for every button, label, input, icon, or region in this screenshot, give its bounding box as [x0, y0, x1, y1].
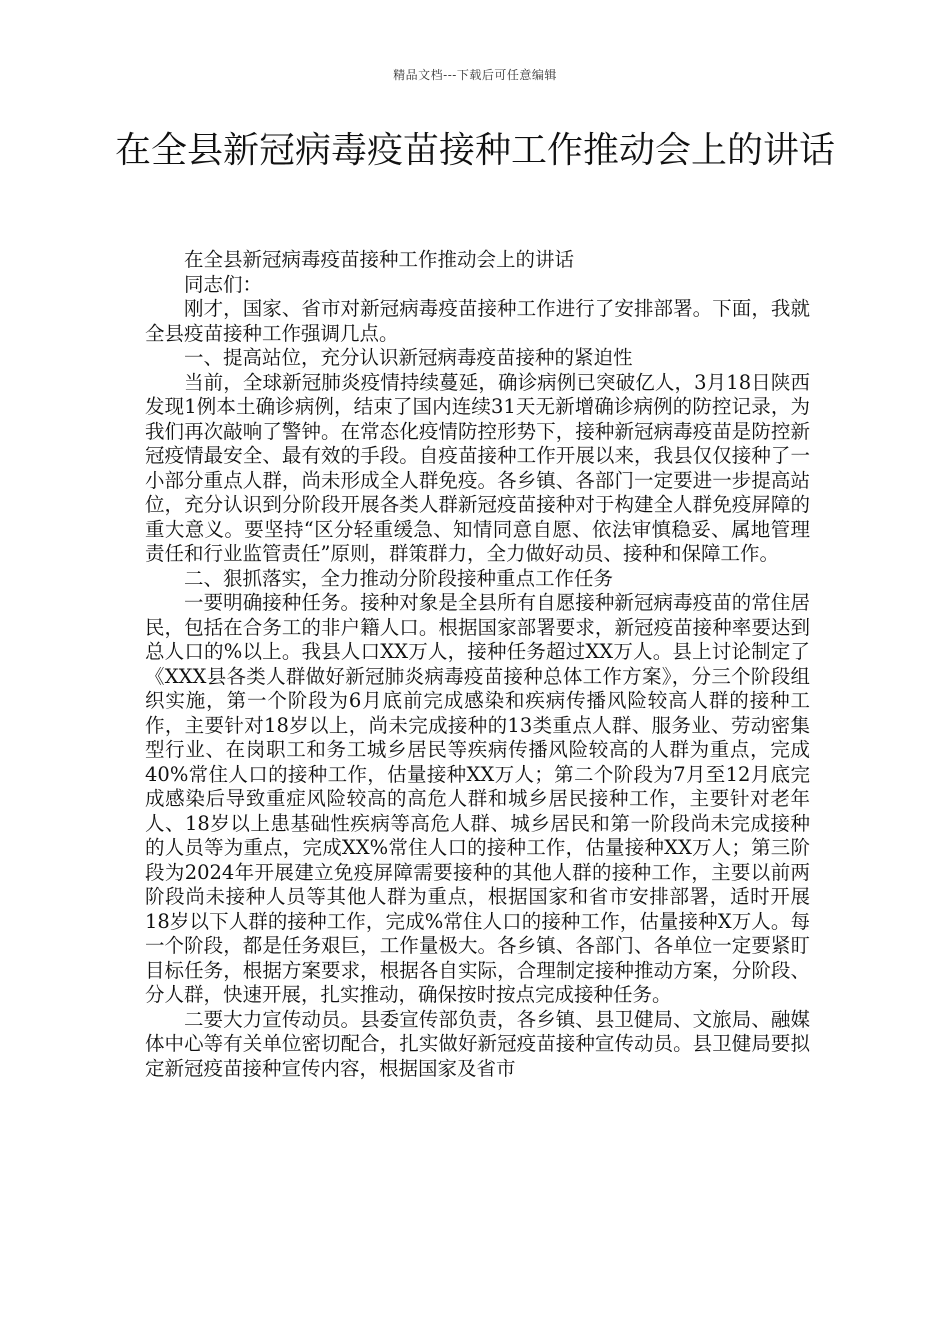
section-heading-2: 二、狠抓落实，全力推动分阶段接种重点工作任务	[184, 566, 614, 590]
paragraph-salutation: 同志们：	[184, 272, 263, 296]
document-title: 在全县新冠病毒疫苗接种工作推动会上的讲话	[114, 130, 835, 171]
paragraph-task-1: 一要明确接种任务。接种对象是全县所有自愿接种新冠病毒疫苗的常住居民，包括在合务工的非户籍人口。根据国家部署要求，新冠疫苗接种率要达到总人口的%以上。我县人口XX万人，接种任务超过XX万人。县上讨论制定了《XXX县各类人群做好新冠肺炎病毒疫苗接种总体工作方案》，分三个阶段组织实施，第一个阶段为6月底前完成感染和疾病传播风险较高人群的接种工作，主要针对18岁以上，尚未完成接种的13类重点人群、服务业、劳动密集型行业、在岗职工和务工城乡居民等疾病传播风险较高的人群为重点，完成40%常住人口的接种工作，估量接种XX万人；第二个阶段为7月至12月底完成感染后导致重症风险较高的高危人群和城乡居民接种工作，主要针对老年人、18岁以上患基础性疾病等高危人群、城乡居民和第一阶段尚未完成接种的人员等为重点，完成XX%常住人口的接种工作，估量接种XX万人；第三阶段为2024年开展建立免疫屏障需要接种的其他人群的接种工作，主要以前两阶段尚未接种人员等其他人群为重点，根据国家和省市安排部署，适时开展18岁以下人群的接种工作，完成%常住人口的接种工作，估量接种X万人。每一个阶段，都是任务艰巨，工作量极大。各乡镇、各部门、各单位一定要紧盯目标任务，根据方案要求，根据各自实际，合理制定接种推动方案，分阶段、分人群，快速开展，扎实推动，确保按时按点完成接种任务。	[145, 591, 810, 1006]
paragraph-task-2: 二要大力宣传动员。县委宣传部负责，各乡镇、县卫健局、文旅局、融媒体中心等有关单位密切配合，扎实做好新冠疫苗接种宣传动员。县卫健局要拟定新冠疫苗接种宣传内容，根据国家及省市	[145, 1007, 810, 1080]
page-header: 精品文档---下载后可任意编辑	[393, 68, 557, 82]
paragraph-intro: 刚才，国家、省市对新冠病毒疫苗接种工作进行了安排部署。下面，我就全县疫苗接种工作强调几点。	[145, 297, 810, 345]
paragraph-subtitle: 在全县新冠病毒疫苗接种工作推动会上的讲话	[184, 248, 575, 271]
section-heading-1: 一、提高站位，充分认识新冠病毒疫苗接种的紧迫性	[184, 346, 633, 369]
document-body	[145, 248, 810, 1081]
paragraph-situation: 当前，全球新冠肺炎疫情持续蔓延，确诊病例已突破亿人，3月18日陕西发现1例本土确诊病例，结束了国内连续31天无新增确诊病例的防控记录，为我们再次敲响了警钟。在常态化疫情防控形势下，接种新冠病毒疫苗是防控新冠疫情最安全、最有效的手段。自疫苗接种工作开展以来，我县仅仅接种了一小部分重点人群，尚未形成全人群免疫。各乡镇、各部门一定要进一步提高站位，充分认识到分阶段开展各类人群新冠疫苗接种对于构建全人群免疫屏障的重大意义。要坚持“区分轻重缓急、知情同意自愿、依法审慎稳妥、属地管理责任和行业监管责任”原则，群策群力，全力做好动员、接种和保障工作。	[145, 370, 810, 565]
